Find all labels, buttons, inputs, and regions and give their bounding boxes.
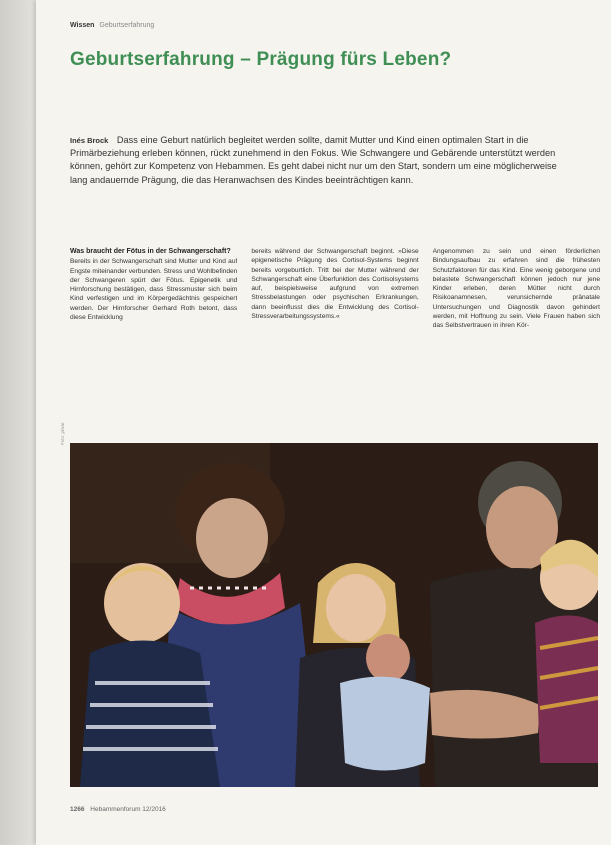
column-2 [251,247,418,395]
author-name: Inés Brock [70,136,109,145]
magazine-page [36,0,611,845]
section-label: Wissen [70,22,95,29]
page-spine [0,0,36,845]
topic-label: Geburtserfahrung [99,22,155,29]
column-1-heading: Was braucht der Fötus in der Schwangerschaft? [70,248,231,255]
column-1 [70,247,237,395]
article-title: Geburtserfahrung – Prägung fürs Leben? [70,49,452,70]
page-footer [70,806,166,813]
article-lead [70,134,576,187]
column-2-text: bereits während der Schwangerschaft beginnt. »Diese epigenetische Prägung des Cortisol-Systems beginnt bereits vorgeburtlich. Tritt bei der Mutter während der Schwangerschaft eine Überfunktion des Cortisolsystems auf, beispielsweise aufgrund von extremen Stressbelastungen oder psychischen Erkrankungen, dann beeinflusst dies die Entwicklung des Cortisol-Stressverarbeitungssystems.« [251,248,419,321]
column-3 [433,247,600,395]
column-1-text: Bereits in der Schwangerschaft sind Mutter und Kind auf Engste miteinander verbunden. Stress und Wohlbefinden der Schwangeren spürt der Fötus. Epigenetik und Hirnforschung bestätigen, dass Stressmuster sich beim Kind verfestigen und im Körpergedächtnis gespeichert werden. Der Hirnforscher Gerhard Roth betont, dass diese Entwicklung [70,258,238,322]
family-photo [70,443,598,787]
body-columns [70,247,600,395]
column-3-text: Angenommen zu sein und einen förderlichen Bindungsaufbau zu erfahren sind die frühesten Schutzfaktoren für das Kind. Eine wenig geborgene und belastete Schwangerschaft können jedoch nur jene Kinder erleben, deren Mütter nicht durch Risikoanamnesen, verunsichernde pränatale Untersuchungen und Diagnostik davon gehindert werden, mit Hoffnung zu sein. Viele Frauen haben sich das Selbstvertrauen in ihren Kör- [432,248,600,330]
family-photo-illustration [70,443,598,787]
lead-text: Dass eine Geburt natürlich begleitet werden sollte, damit Mutter und Kind einen optimalen Start in die Primärbeziehung erleben können, rückt zunehmend in den Fokus. Wie Schwangere und Gebärende unterstützt werden können, gehört zur Kompetenz von Hebammen. Es geht dabei nicht nur um den Start, sondern um eine möglicherweise lang andauernde Prägung, die das Heranwachsen des Kindes beeinträchtigen kann. [70,135,557,185]
journal-issue: Hebammenforum 12/2016 [90,806,166,813]
photo-credit: Foto: privat [60,422,65,445]
section-header [70,22,154,29]
page-number: 1266 [70,806,85,813]
